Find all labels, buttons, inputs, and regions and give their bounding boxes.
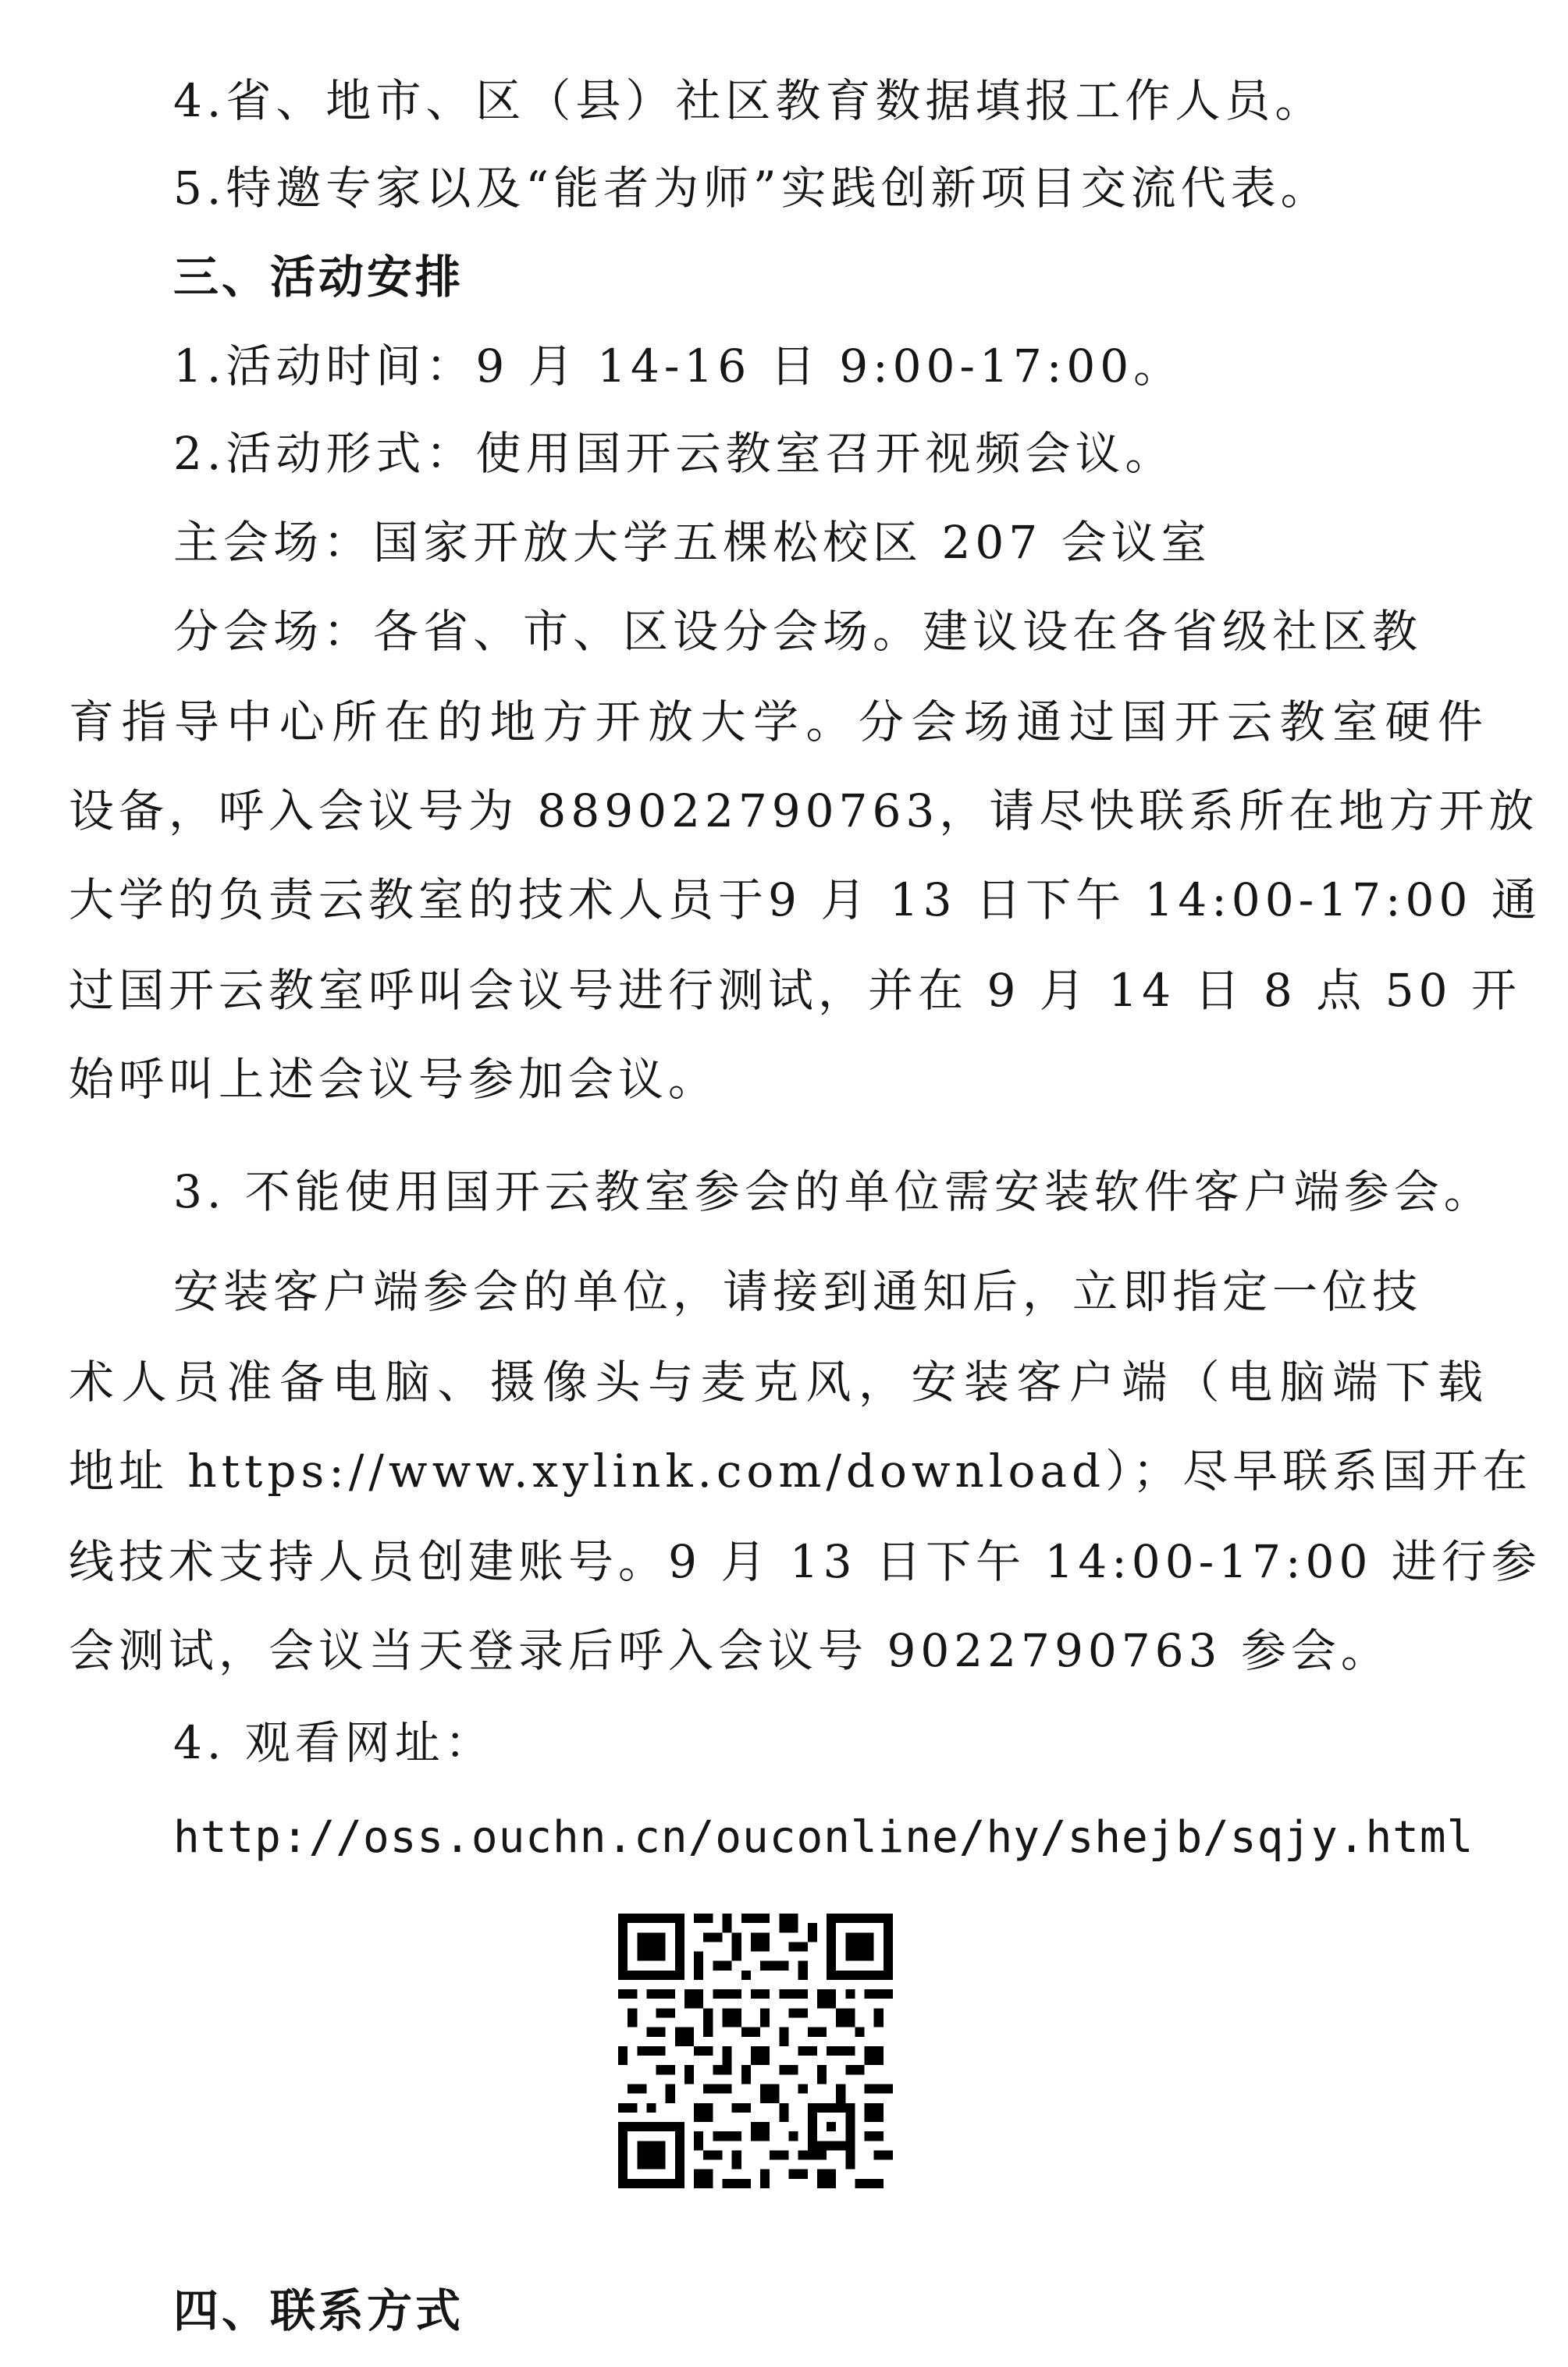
- branch-venue-line-3: 设备，呼入会议号为 889022790763，请尽快联系所在地方开放: [69, 784, 1539, 837]
- client-instructions-line-5: 会测试，会议当天登录后呼入会议号 9022790763 参会。: [69, 1624, 1391, 1677]
- list-item-4: 4.省、地市、区（县）社区教育数据填报工作人员。: [173, 74, 1325, 127]
- branch-venue-line-4: 大学的负责云教室的技术人员于9 月 13 日下午 14:00-17:00 通: [69, 873, 1541, 926]
- client-instructions-line-3: 地址 https://www.xylink.com/download）；尽早联系国开在: [69, 1445, 1533, 1498]
- activity-format: 2.活动形式：使用国开云教室召开视频会议。: [173, 427, 1175, 480]
- section-heading-activity: 三、活动安排: [173, 251, 464, 304]
- qr-code-icon[interactable]: [618, 1914, 893, 2188]
- client-instructions-line-2: 术人员准备电脑、摄像头与麦克风，安装客户端（电脑端下载: [69, 1356, 1488, 1409]
- branch-venue-line-2: 育指导中心所在的地方开放大学。分会场通过国开云教室硬件: [69, 695, 1488, 748]
- list-item-5: 5.特邀专家以及“能者为师”实践创新项目交流代表。: [173, 162, 1331, 215]
- client-instructions-line-1: 安装客户端参会的单位，请接到通知后，立即指定一位技: [173, 1265, 1423, 1318]
- branch-venue-line-1: 分会场：各省、市、区设分会场。建议设在各省级社区教: [173, 605, 1423, 658]
- client-install-note: 3. 不能使用国开云教室参会的单位需安装软件客户端参会。: [173, 1165, 1494, 1218]
- client-instructions-line-4: 线技术支持人员创建账号。9 月 13 日下午 14:00-17:00 进行参: [69, 1535, 1541, 1588]
- main-venue: 主会场：国家开放大学五棵松校区 207 会议室: [173, 516, 1211, 569]
- activity-time: 1.活动时间：9 月 14-16 日 9:00-17:00。: [173, 339, 1184, 393]
- branch-venue-line-5: 过国开云教室呼叫会议号进行测试，并在 9 月 14 日 8 点 50 开: [69, 964, 1521, 1017]
- section-heading-contact: 四、联系方式: [173, 2284, 464, 2337]
- branch-venue-line-6: 始呼叫上述会议号参加会议。: [69, 1053, 719, 1106]
- viewing-url-label: 4. 观看网址：: [173, 1716, 495, 1769]
- viewing-url-link[interactable]: http://oss.ouchn.cn/ouconline/hy/shejb/sqjy.html: [173, 1812, 1474, 1863]
